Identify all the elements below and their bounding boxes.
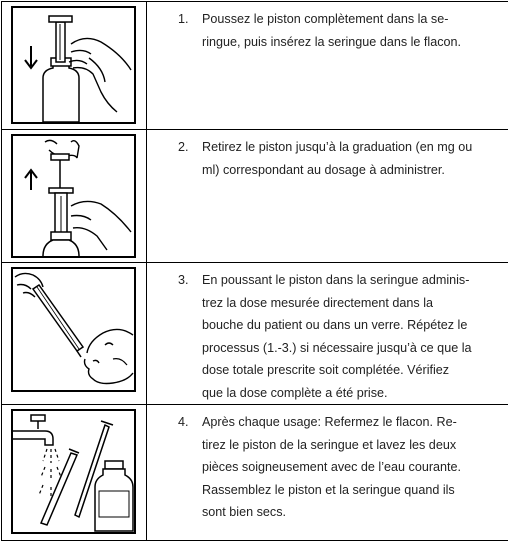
step-2-text — [202, 136, 498, 181]
pull-piston-icon — [13, 136, 134, 256]
step-1-illustration-cell — [2, 2, 147, 130]
rinse-syringe-icon — [13, 411, 134, 532]
step-2-line-1: Retirez le piston jusqu’à la graduation (en mg ou — [202, 136, 498, 159]
step-4-text-cell — [147, 405, 508, 541]
step-3-line-3: bouche du patient ou dans un verre. Répétez le — [202, 314, 498, 337]
step-3-line-4: processus (1.-3.) si nécessaire jusqu’à ce que la — [202, 337, 498, 360]
pull-piston-illustration — [11, 134, 136, 258]
administer-dose-icon — [13, 269, 134, 390]
step-3-illustration-cell — [2, 263, 147, 405]
step-4-text — [202, 411, 498, 524]
step-2-text-cell — [147, 130, 508, 263]
step-2-illustration-cell — [2, 130, 147, 263]
step-4-line-3: pièces soigneusement avec de l’eau courante. — [202, 456, 498, 479]
administer-dose-illustration — [11, 267, 136, 392]
step-4-number: 4. — [178, 411, 189, 434]
step-row-3 — [2, 263, 508, 405]
step-1-line-1: Poussez le piston complètement dans la se- — [202, 8, 498, 31]
step-row-1 — [2, 2, 508, 130]
step-3-text — [202, 269, 498, 404]
step-1-text-cell — [147, 2, 508, 130]
step-3-line-1: En poussant le piston dans la seringue adminis- — [202, 269, 498, 292]
step-row-4 — [2, 405, 508, 541]
step-3-line-6: que la dose complète a été prise. — [202, 382, 498, 405]
step-4-line-5: sont bien secs. — [202, 501, 498, 524]
step-4-line-2: tirez le piston de la seringue et lavez les deux — [202, 434, 498, 457]
instructions-table — [1, 1, 508, 541]
step-4-illustration-cell — [2, 405, 147, 541]
step-2-number: 2. — [178, 136, 189, 159]
syringe-into-bottle-icon — [13, 8, 134, 122]
step-4-line-4: Rassemblez le piston et la seringue quand ils — [202, 479, 498, 502]
rinse-syringe-illustration — [11, 409, 136, 534]
push-piston-insert-syringe-illustration — [11, 6, 136, 124]
step-3-line-2: trez la dose mesurée directement dans la — [202, 292, 498, 315]
step-1-text — [202, 8, 498, 53]
step-3-number: 3. — [178, 269, 189, 292]
step-3-text-cell — [147, 263, 508, 405]
step-1-line-2: ringue, puis insérez la seringue dans le flacon. — [202, 31, 498, 54]
step-1-number: 1. — [178, 8, 189, 31]
step-2-line-2: ml) correspondant au dosage à administrer. — [202, 159, 498, 182]
step-row-2 — [2, 130, 508, 263]
step-3-line-5: dose totale prescrite soit complétée. Vérifiez — [202, 359, 498, 382]
step-4-line-1: Après chaque usage: Refermez le flacon. Re- — [202, 411, 498, 434]
